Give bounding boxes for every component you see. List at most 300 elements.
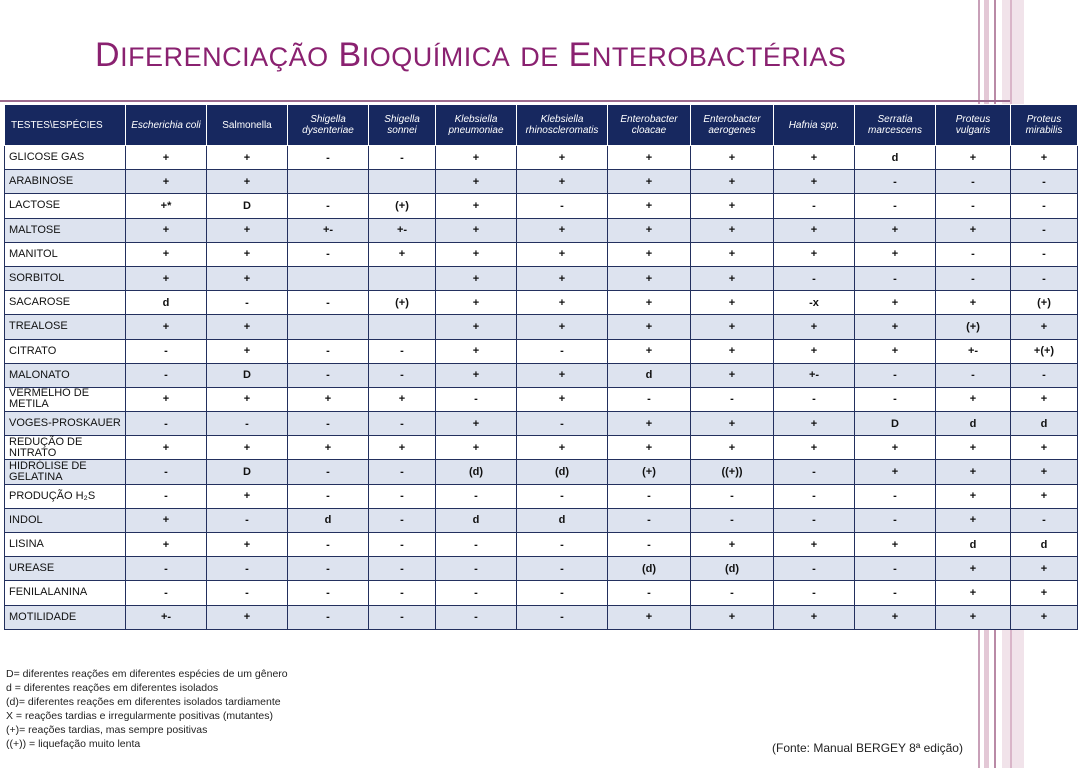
result-cell: + (436, 412, 517, 436)
result-cell: + (608, 315, 691, 339)
result-cell: (d) (436, 460, 517, 484)
test-name-cell: GLICOSE GAS (5, 146, 126, 170)
result-cell: + (207, 339, 288, 363)
result-cell: (+) (608, 460, 691, 484)
result-cell: - (1011, 242, 1078, 266)
title-divider (0, 100, 1010, 102)
result-cell: +- (126, 605, 207, 629)
result-cell: - (608, 508, 691, 532)
result-cell: - (126, 363, 207, 387)
result-cell: - (369, 339, 436, 363)
test-name-cell: SACAROSE (5, 291, 126, 315)
legend-line (6, 737, 288, 751)
result-cell: d (517, 508, 608, 532)
result-cell: + (207, 533, 288, 557)
result-cell: + (774, 339, 855, 363)
result-cell: + (207, 218, 288, 242)
legend-key: ((+)) (6, 738, 27, 750)
result-cell: + (1011, 484, 1078, 508)
result-cell: + (126, 170, 207, 194)
result-cell: + (691, 194, 774, 218)
result-cell: - (288, 460, 369, 484)
result-cell: + (1011, 436, 1078, 460)
result-cell: + (126, 533, 207, 557)
result-cell: + (126, 266, 207, 290)
legend (6, 667, 288, 751)
result-cell: - (517, 605, 608, 629)
test-name-cell: TREALOSE (5, 315, 126, 339)
result-cell: - (369, 581, 436, 605)
legend-line (6, 723, 288, 737)
slide-title: DIFERENCIAÇÃO BIOQUÍMICA DE ENTEROBACTÉRIAS (95, 36, 847, 74)
result-cell (369, 266, 436, 290)
result-cell: - (774, 484, 855, 508)
table-row (5, 218, 1078, 242)
test-name-cell: HIDRÓLISE DE GELATINA (5, 460, 126, 484)
test-name-cell: ARABINOSE (5, 170, 126, 194)
result-cell: + (691, 266, 774, 290)
result-cell: + (436, 218, 517, 242)
result-cell: (d) (608, 557, 691, 581)
species-header: Enterobacter aerogenes (691, 105, 774, 146)
result-cell: - (1011, 508, 1078, 532)
result-cell: - (436, 484, 517, 508)
result-cell: - (288, 242, 369, 266)
result-cell: - (936, 363, 1011, 387)
result-cell: d (288, 508, 369, 532)
result-cell: - (369, 460, 436, 484)
result-cell: + (936, 146, 1011, 170)
result-cell: - (517, 339, 608, 363)
result-cell: - (1011, 218, 1078, 242)
result-cell: + (126, 315, 207, 339)
result-cell: + (691, 291, 774, 315)
result-cell: + (855, 436, 936, 460)
result-cell: - (517, 557, 608, 581)
result-cell: + (288, 436, 369, 460)
result-cell: + (774, 146, 855, 170)
result-cell: + (517, 266, 608, 290)
species-header: Klebsiella rhinoscleromatis (517, 105, 608, 146)
result-cell: - (855, 581, 936, 605)
result-cell: + (126, 387, 207, 411)
result-cell: - (369, 508, 436, 532)
result-cell: - (436, 581, 517, 605)
test-name-cell: LISINA (5, 533, 126, 557)
result-cell: - (517, 581, 608, 605)
result-cell: d (126, 291, 207, 315)
result-cell: + (608, 194, 691, 218)
result-cell: + (207, 242, 288, 266)
result-cell: - (855, 557, 936, 581)
legend-text: = diferentes reações em diferentes espécies de um gênero (13, 668, 288, 680)
result-cell: - (207, 581, 288, 605)
result-cell: + (207, 266, 288, 290)
table-row (5, 412, 1078, 436)
test-name-cell: SORBITOL (5, 266, 126, 290)
result-cell: + (207, 146, 288, 170)
result-cell: + (369, 387, 436, 411)
result-cell: - (608, 581, 691, 605)
result-cell: + (207, 315, 288, 339)
result-cell: - (608, 533, 691, 557)
result-cell: + (774, 170, 855, 194)
result-cell: - (288, 484, 369, 508)
table-row (5, 484, 1078, 508)
test-name-cell: INDOL (5, 508, 126, 532)
legend-key: (d) (6, 696, 19, 708)
result-cell: + (436, 436, 517, 460)
result-cell: + (691, 533, 774, 557)
result-cell: - (288, 363, 369, 387)
result-cell: + (774, 218, 855, 242)
result-cell: D (207, 194, 288, 218)
result-cell (369, 170, 436, 194)
species-header: Escherichia coli (126, 105, 207, 146)
biochemical-table (4, 104, 1078, 630)
result-cell: - (207, 508, 288, 532)
result-cell: + (936, 218, 1011, 242)
result-cell: + (608, 170, 691, 194)
test-name-cell: MANITOL (5, 242, 126, 266)
result-cell: - (517, 484, 608, 508)
test-name-cell: REDUÇÃO DE NITRATO (5, 436, 126, 460)
result-cell: - (774, 508, 855, 532)
legend-text: = liquefação muito lenta (26, 738, 141, 750)
result-cell: + (436, 146, 517, 170)
result-cell: + (855, 218, 936, 242)
result-cell: + (369, 242, 436, 266)
species-header: Shigella sonnei (369, 105, 436, 146)
result-cell: + (691, 170, 774, 194)
result-cell: + (608, 412, 691, 436)
result-cell: + (126, 242, 207, 266)
table-row (5, 315, 1078, 339)
result-cell: - (288, 581, 369, 605)
result-cell (288, 170, 369, 194)
result-cell: + (608, 146, 691, 170)
result-cell: - (126, 557, 207, 581)
test-name-cell: CITRATO (5, 339, 126, 363)
result-cell: + (855, 339, 936, 363)
result-cell: - (608, 387, 691, 411)
legend-text: = diferentes reações em diferentes isolados tardiamente (18, 696, 281, 708)
table-row (5, 170, 1078, 194)
result-cell: - (369, 557, 436, 581)
result-cell: - (774, 581, 855, 605)
result-cell: - (126, 581, 207, 605)
result-cell: D (207, 363, 288, 387)
result-cell: + (517, 146, 608, 170)
result-cell: - (369, 605, 436, 629)
result-cell: (d) (691, 557, 774, 581)
result-cell: + (936, 484, 1011, 508)
source-note: (Fonte: Manual BERGEY 8ª edição) (772, 741, 963, 755)
result-cell: + (608, 605, 691, 629)
result-cell: + (1011, 581, 1078, 605)
species-header: Salmonella (207, 105, 288, 146)
result-cell: d (855, 146, 936, 170)
result-cell: + (855, 533, 936, 557)
result-cell: + (517, 436, 608, 460)
result-cell: - (288, 291, 369, 315)
legend-line (6, 667, 288, 681)
result-cell: + (126, 218, 207, 242)
result-cell: + (436, 291, 517, 315)
test-name-cell: MALONATO (5, 363, 126, 387)
result-cell: - (774, 194, 855, 218)
result-cell: - (126, 339, 207, 363)
legend-key: D (6, 668, 14, 680)
result-cell: + (517, 242, 608, 266)
result-cell: + (1011, 146, 1078, 170)
result-cell: - (774, 387, 855, 411)
result-cell: - (774, 266, 855, 290)
result-cell: - (207, 412, 288, 436)
result-cell: + (436, 266, 517, 290)
result-cell: - (288, 339, 369, 363)
result-cell (369, 315, 436, 339)
table-row (5, 363, 1078, 387)
result-cell: + (936, 508, 1011, 532)
result-cell: - (691, 387, 774, 411)
result-cell: + (691, 242, 774, 266)
result-cell: - (691, 484, 774, 508)
result-cell: +* (126, 194, 207, 218)
result-cell: + (608, 218, 691, 242)
result-cell: + (207, 387, 288, 411)
legend-line (6, 695, 288, 709)
result-cell: - (517, 194, 608, 218)
result-cell: + (608, 436, 691, 460)
table-row (5, 460, 1078, 484)
legend-text: = reações tardias e irregularmente positivas (mutantes) (13, 710, 274, 722)
test-name-cell: MALTOSE (5, 218, 126, 242)
table-row (5, 242, 1078, 266)
result-cell: + (207, 436, 288, 460)
table-row (5, 194, 1078, 218)
result-cell: + (691, 436, 774, 460)
result-cell: - (774, 557, 855, 581)
result-cell: (d) (517, 460, 608, 484)
result-cell: + (436, 170, 517, 194)
result-cell (288, 266, 369, 290)
result-cell: - (691, 508, 774, 532)
result-cell: d (1011, 533, 1078, 557)
result-cell: + (517, 218, 608, 242)
result-cell: + (436, 315, 517, 339)
result-cell: - (126, 412, 207, 436)
result-cell: + (774, 412, 855, 436)
result-cell: + (691, 218, 774, 242)
result-cell: D (855, 412, 936, 436)
result-cell: + (691, 315, 774, 339)
result-cell: + (691, 146, 774, 170)
result-cell: - (207, 557, 288, 581)
result-cell: - (288, 412, 369, 436)
result-cell: - (1011, 194, 1078, 218)
table-row (5, 266, 1078, 290)
result-cell: - (936, 242, 1011, 266)
result-cell: + (608, 242, 691, 266)
result-cell: - (369, 363, 436, 387)
result-cell: - (369, 484, 436, 508)
result-cell: - (936, 266, 1011, 290)
test-name-cell: FENILALANINA (5, 581, 126, 605)
result-cell: + (207, 605, 288, 629)
table-row (5, 533, 1078, 557)
result-cell: + (691, 605, 774, 629)
table-row (5, 339, 1078, 363)
table-row (5, 436, 1078, 460)
result-cell (288, 315, 369, 339)
table-row (5, 508, 1078, 532)
result-cell: - (936, 194, 1011, 218)
result-cell: (+) (936, 315, 1011, 339)
result-cell: - (855, 194, 936, 218)
result-cell: + (936, 460, 1011, 484)
table-row (5, 605, 1078, 629)
result-cell: + (207, 170, 288, 194)
legend-line (6, 681, 288, 695)
result-cell: - (207, 291, 288, 315)
test-name-cell: VOGES-PROSKAUER (5, 412, 126, 436)
test-name-cell: UREASE (5, 557, 126, 581)
result-cell: + (517, 387, 608, 411)
result-cell: - (855, 266, 936, 290)
result-cell: - (608, 484, 691, 508)
legend-text: = diferentes reações em diferentes isolados (11, 682, 219, 694)
result-cell: d (436, 508, 517, 532)
result-cell: + (774, 436, 855, 460)
result-cell: - (936, 170, 1011, 194)
legend-key: (+) (6, 724, 20, 736)
table-header-row (5, 105, 1078, 146)
result-cell: + (288, 387, 369, 411)
result-cell: - (855, 363, 936, 387)
table-row (5, 557, 1078, 581)
result-cell: + (126, 436, 207, 460)
result-cell: + (436, 339, 517, 363)
result-cell: - (1011, 266, 1078, 290)
result-cell: + (936, 557, 1011, 581)
result-cell: + (855, 242, 936, 266)
result-cell: + (608, 291, 691, 315)
result-cell: + (608, 266, 691, 290)
result-cell: + (936, 605, 1011, 629)
result-cell: - (369, 146, 436, 170)
result-cell: + (436, 363, 517, 387)
result-cell: + (608, 339, 691, 363)
result-cell: + (126, 508, 207, 532)
corner-header: TESTES\ESPÉCIES (5, 105, 126, 146)
result-cell: + (774, 533, 855, 557)
result-cell: + (774, 242, 855, 266)
species-header: Serratia marcescens (855, 105, 936, 146)
result-cell: +- (936, 339, 1011, 363)
legend-key: d (6, 682, 12, 694)
result-cell: -x (774, 291, 855, 315)
result-cell: - (855, 387, 936, 411)
table-body (5, 146, 1078, 630)
result-cell: + (1011, 557, 1078, 581)
result-cell: - (288, 194, 369, 218)
result-cell: - (1011, 363, 1078, 387)
result-cell: (+) (369, 291, 436, 315)
result-cell: - (517, 533, 608, 557)
result-cell: - (288, 533, 369, 557)
species-header: Enterobacter cloacae (608, 105, 691, 146)
result-cell: + (207, 484, 288, 508)
result-cell: + (936, 436, 1011, 460)
result-cell: + (517, 315, 608, 339)
result-cell: + (691, 339, 774, 363)
result-cell: + (517, 170, 608, 194)
result-cell: (+) (369, 194, 436, 218)
legend-line (6, 709, 288, 723)
result-cell: + (691, 412, 774, 436)
result-cell: (+) (1011, 291, 1078, 315)
result-cell: d (608, 363, 691, 387)
result-cell: + (1011, 460, 1078, 484)
result-cell: + (855, 291, 936, 315)
result-cell: + (855, 605, 936, 629)
result-cell: D (207, 460, 288, 484)
test-name-cell: MOTILIDADE (5, 605, 126, 629)
result-cell: - (288, 146, 369, 170)
result-cell: d (1011, 412, 1078, 436)
result-cell: + (436, 242, 517, 266)
result-cell: + (1011, 605, 1078, 629)
result-cell: - (855, 484, 936, 508)
result-cell: - (436, 533, 517, 557)
table-row (5, 581, 1078, 605)
result-cell: - (517, 412, 608, 436)
result-cell: - (855, 170, 936, 194)
species-header: Proteus vulgaris (936, 105, 1011, 146)
result-cell: - (288, 557, 369, 581)
test-name-cell: VERMELHO DE METILA (5, 387, 126, 411)
result-cell: - (436, 557, 517, 581)
result-cell: - (126, 460, 207, 484)
result-cell: - (691, 581, 774, 605)
result-cell: + (936, 581, 1011, 605)
result-cell: ((+)) (691, 460, 774, 484)
result-cell: d (936, 533, 1011, 557)
table-row (5, 146, 1078, 170)
result-cell: - (126, 484, 207, 508)
result-cell: + (855, 460, 936, 484)
result-cell: + (1011, 315, 1078, 339)
result-cell: +- (369, 218, 436, 242)
table-row (5, 387, 1078, 411)
result-cell: +- (774, 363, 855, 387)
result-cell: - (436, 387, 517, 411)
result-cell: + (517, 363, 608, 387)
result-cell: + (369, 436, 436, 460)
result-cell: - (288, 605, 369, 629)
result-cell: d (936, 412, 1011, 436)
result-cell: + (936, 387, 1011, 411)
result-cell: + (517, 291, 608, 315)
result-cell: +(+) (1011, 339, 1078, 363)
result-cell: - (774, 460, 855, 484)
result-cell: - (436, 605, 517, 629)
result-cell: + (126, 146, 207, 170)
result-cell: - (1011, 170, 1078, 194)
result-cell: + (1011, 387, 1078, 411)
result-cell: + (936, 291, 1011, 315)
